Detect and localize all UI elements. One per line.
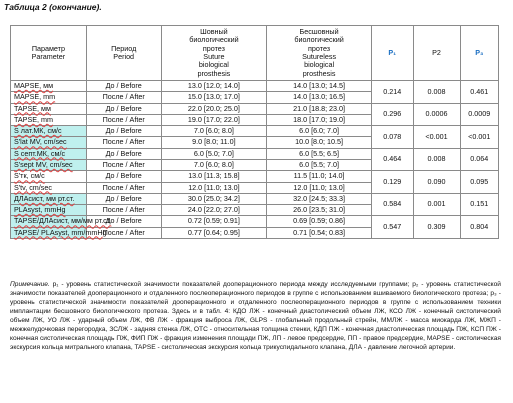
sutureless-value: 0.69 [0.59; 0.86] xyxy=(267,216,372,227)
sutureless-value: 6.0 [5.5; 6.5] xyxy=(267,148,372,159)
parameter-cell: ДЛАсист, мм рт.ст. xyxy=(11,193,87,204)
header-row xyxy=(11,26,499,81)
header-p3-label: P₃ xyxy=(475,47,484,57)
p3-value: 0.804 xyxy=(460,216,498,239)
sutureless-value: 21.0 [18.8; 23.0] xyxy=(267,103,372,114)
parameter-cell: S'lat MV, cm/sec xyxy=(11,137,87,148)
parameter-cell: MAPSE, мм xyxy=(11,81,87,92)
p2-value: 0.0006 xyxy=(413,103,460,126)
table-row xyxy=(11,193,499,204)
header-sutureless-line: биологический xyxy=(294,35,344,45)
header-sutureless-line: протез xyxy=(308,43,331,53)
sutureless-value: 14.0 [13.0; 16.5] xyxy=(267,92,372,103)
header-sutured-line: Шовный xyxy=(200,27,228,37)
header-p2 xyxy=(413,26,460,81)
period-cell: После / After xyxy=(86,159,161,170)
sutureless-value: 14.0 [13.0; 14.5] xyxy=(267,81,372,92)
period-cell: До / Before xyxy=(86,193,161,204)
period-cell: До / Before xyxy=(86,148,161,159)
sutured-value: 19.0 [17.0; 22.0] xyxy=(161,114,267,125)
sutured-value: 13.0 [11.3; 15.8] xyxy=(161,171,267,182)
table-row xyxy=(11,216,499,227)
header-parameter-en: Parameter xyxy=(31,52,66,61)
period-cell: После / After xyxy=(86,182,161,193)
p1-value: 0.464 xyxy=(371,148,413,171)
table-row xyxy=(11,126,499,137)
p2-value: 0.008 xyxy=(413,81,460,104)
sutureless-value: 26.0 [23.5; 31.0] xyxy=(267,205,372,216)
p3-value: 0.0009 xyxy=(460,103,498,126)
header-p1 xyxy=(371,26,413,81)
parameter-cell: S септ.МК, см/с xyxy=(11,148,87,159)
period-cell: До / Before xyxy=(86,81,161,92)
parameter-cell: MAPSE, mm xyxy=(11,92,87,103)
period-cell: После / After xyxy=(86,205,161,216)
p2-value: 0.008 xyxy=(413,148,460,171)
period-cell: До / Before xyxy=(86,126,161,137)
p1-value: 0.129 xyxy=(371,171,413,194)
parameter-cell: S'sept MV, cm/sec xyxy=(11,159,87,170)
table-row xyxy=(11,81,499,92)
sutured-value: 9.0 [8.0; 11.0] xyxy=(161,137,267,148)
sutured-value: 0.77 [0.64; 0.95] xyxy=(161,227,267,238)
header-period-en: Period xyxy=(113,52,135,61)
parameter-cell: TAPSE/ PLAsyst, mm/mmHg xyxy=(11,227,87,238)
header-period xyxy=(86,26,161,81)
header-sutureless xyxy=(267,26,372,81)
table-row xyxy=(11,171,499,182)
sutured-value: 12.0 [11.0; 13.0] xyxy=(161,182,267,193)
table-caption: Таблица 2 (окончание). xyxy=(4,2,102,12)
p3-value: 0.461 xyxy=(460,81,498,104)
table-row xyxy=(11,103,499,114)
period-cell: После / After xyxy=(86,137,161,148)
table-note xyxy=(10,281,501,353)
period-cell: До / Before xyxy=(86,103,161,114)
header-sutureless-line: prosthesis xyxy=(302,68,336,78)
header-parameter xyxy=(11,26,87,81)
period-cell: После / After xyxy=(86,114,161,125)
sutureless-value: 18.0 [17.0; 19.0] xyxy=(267,114,372,125)
sutured-value: 7.0 [6.0; 8.0] xyxy=(161,159,267,170)
table-row xyxy=(11,148,499,159)
p1-value: 0.584 xyxy=(371,193,413,216)
period-cell: До / Before xyxy=(86,171,161,182)
note-text: p₁ - уровень статистической значимости показателей дооперационного периода между исследуемыми группами; p₂ - уровень статистической значимости показателей дооперационного и отдаленного послеоперационного периодов в группе с использованием вшиваемого биологического протеза; p₃ - уровень статистической значимости показателей дооперационного и отдаленного послеоперационного периодов в группе с использованием техники имплантации бесшовного биологического протеза. Здесь и в табл. 4: КДО ЛЖ - конечный диастолический объем ЛЖ, КСО ЛЖ - конечный систолический объем ЛЖ, УО ЛЖ - ударный объем ЛЖ, ФВ ЛЖ - фракция выброса ЛЖ, GLPS - глобальный продольный стрейн, ММЛЖ - масса миокарда ЛЖ, МЖП - межжелудочковая перегородка, ЗСЛЖ - задняя стенка ЛЖ, ОТС - относительная толщина стенки, КДП ПЖ - конечная диастолическая площадь ПЖ, КСП ПЖ - конечная систолическая площадь ПЖ, ФИП ПЖ - фракция изменения площади ПЖ, ЛП - левое предсердие, ПП - правое предсердие, MAPSE - систолическая экскурсия кольца митрального клапана, TAPSE - систолическая экскурсия кольца трикуспидального клапана, ДЛА - давление легочной артерии. xyxy=(10,281,501,351)
header-sutured-line: Suture xyxy=(203,52,225,61)
note-lead: Примечание. xyxy=(10,281,50,288)
parameter-cell: TAPSE, mm xyxy=(11,114,87,125)
header-sutureless-line: Бесшовный xyxy=(299,27,339,37)
p1-value: 0.214 xyxy=(371,81,413,104)
header-sutured xyxy=(161,26,267,81)
sutureless-value: 0.71 [0.54; 0.83] xyxy=(267,227,372,238)
p2-value: <0.001 xyxy=(413,126,460,149)
sutured-value: 22.0 [20.0; 25.0] xyxy=(161,103,267,114)
sutured-value: 6.0 [5.0; 7.0] xyxy=(161,148,267,159)
parameter-cell: S'tv, cm/sec xyxy=(11,182,87,193)
period-cell: После / After xyxy=(86,92,161,103)
p3-value: 0.064 xyxy=(460,148,498,171)
p3-value: 0.151 xyxy=(460,193,498,216)
header-sutured-line: prosthesis xyxy=(197,68,231,78)
parameter-cell: PLAsyst, mmHg xyxy=(11,205,87,216)
header-period-ru: Период xyxy=(111,43,137,53)
header-sutured-line: биологический xyxy=(189,35,239,45)
results-table xyxy=(10,25,499,239)
sutureless-value: 10.0 [8.0; 10.5] xyxy=(267,137,372,148)
header-sutureless-line: Sutureless xyxy=(302,52,337,61)
sutured-value: 30.0 [25.0; 34.2] xyxy=(161,193,267,204)
sutured-value: 24.0 [22.0; 27.0] xyxy=(161,205,267,216)
sutureless-value: 11.5 [11.0; 14.0] xyxy=(267,171,372,182)
sutured-value: 13.0 [12.0; 14.0] xyxy=(161,81,267,92)
sutureless-value: 6.0 [6.0; 7.0] xyxy=(267,126,372,137)
p1-value: 0.547 xyxy=(371,216,413,239)
parameter-cell: S лат.МК, см/с xyxy=(11,126,87,137)
p1-value: 0.296 xyxy=(371,103,413,126)
p3-value: 0.095 xyxy=(460,171,498,194)
header-p3 xyxy=(460,26,498,81)
sutured-value: 15.0 [13.0; 17.0] xyxy=(161,92,267,103)
period-cell: После / After xyxy=(86,227,161,238)
sutureless-value: 6.0 [5.5; 7.0] xyxy=(267,159,372,170)
header-p1-label: P₁ xyxy=(388,47,397,57)
parameter-cell: S'тк, см/с xyxy=(11,171,87,182)
p2-value: 0.309 xyxy=(413,216,460,239)
parameter-cell: TAPSE, мм xyxy=(11,103,87,114)
p3-value: <0.001 xyxy=(460,126,498,149)
header-parameter-ru: Параметр xyxy=(31,43,65,53)
p2-value: 0.090 xyxy=(413,171,460,194)
header-sutured-line: biological xyxy=(198,60,229,70)
parameter-cell: TAPSE/ДЛАсист, мм/мм рт.ст. xyxy=(11,216,87,227)
sutureless-value: 12.0 [11.0; 13.0] xyxy=(267,182,372,193)
sutured-value: 0.72 [0.59; 0.91] xyxy=(161,216,267,227)
header-p2-label: P2 xyxy=(432,47,441,57)
sutured-value: 7.0 [6.0; 8.0] xyxy=(161,126,267,137)
p2-value: 0.001 xyxy=(413,193,460,216)
p1-value: 0.078 xyxy=(371,126,413,149)
header-sutured-line: протез xyxy=(202,43,225,53)
sutureless-value: 32.0 [24.5; 33.3] xyxy=(267,193,372,204)
period-cell: До / Before xyxy=(86,216,161,227)
header-sutureless-line: biological xyxy=(304,60,335,70)
table-body xyxy=(11,81,499,239)
